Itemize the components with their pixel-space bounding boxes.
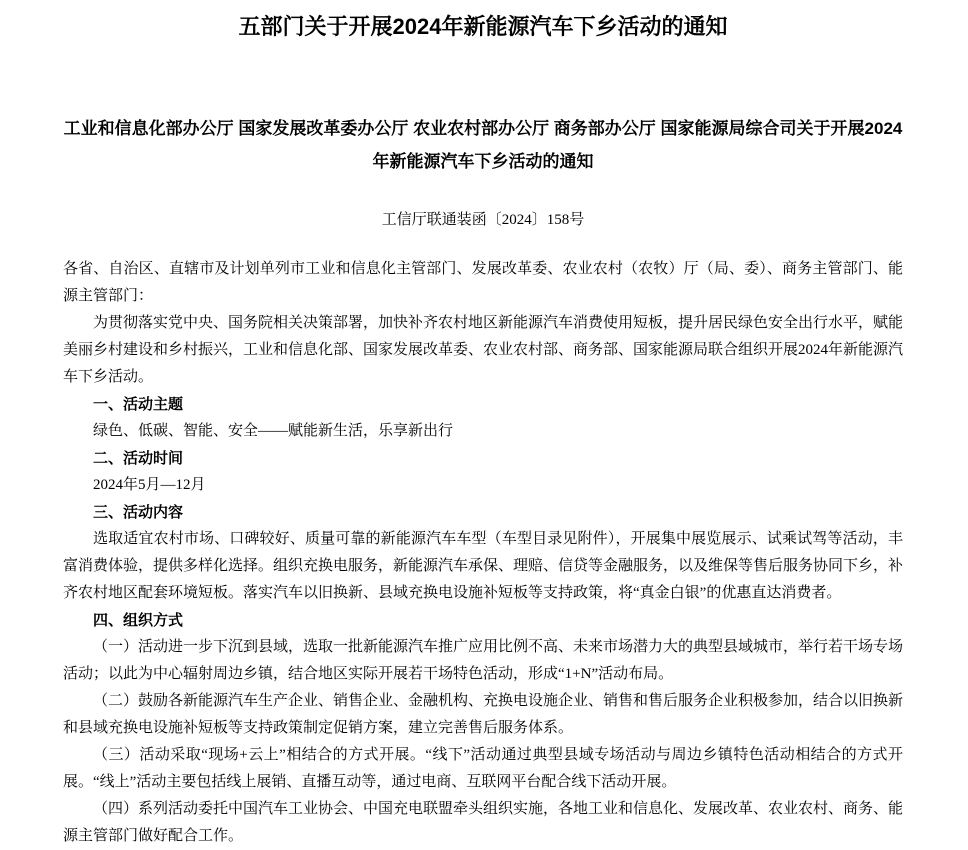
section-heading-activity-theme: 一、活动主题: [93, 396, 184, 413]
document-number: 工信厅联通装函〔2024〕158号: [381, 212, 585, 228]
section-paragraph-activity-time: 2024年5月—12月: [93, 477, 206, 493]
document-body: [63, 256, 903, 850]
section-paragraph-organization-2: （二）鼓励各新能源汽车生产企业、销售企业、金融机构、充换电设施企业、销售和售后服务企业积极参加，结合以旧换新和县域充换电设施补短板等支持政策制定促销方案，建立完善售后服务体系。: [63, 693, 904, 736]
section-paragraph-organization-1: （一）活动进一步下沉到县域，选取一批新能源汽车推广应用比例不高、未来市场潜力大的典型县域城市，举行若干场专场活动；以此为中心辐射周边乡镇，结合地区实际开展若干场特色活动，形成“1+N”活动布局。: [63, 639, 904, 682]
section-heading-organization-method: 四、组织方式: [93, 612, 184, 629]
section-heading-activity-time: 二、活动时间: [93, 450, 184, 467]
intro-paragraph: 为贯彻落实党中央、国务院相关决策部署，加快补齐农村地区新能源汽车消费使用短板，提升居民绿色安全出行水平，赋能美丽乡村建设和乡村振兴，工业和信息化部、国家发展改革委、农业农村部、商务部、国家能源局联合组织开展2024年新能源汽车下乡活动。: [63, 315, 904, 385]
document-subtitle: 工业和信息化部办公厅 国家发展改革委办公厅 农业农村部办公厅 商务部办公厅 国家能源局综合司关于开展2024年新能源汽车下乡活动的通知: [63, 119, 903, 171]
section-heading-activity-content: 三、活动内容: [93, 504, 184, 521]
salutation-paragraph: 各省、自治区、直辖市及计划单列市工业和信息化主管部门、发展改革委、农业农村（农牧）厅（局、委）、商务主管部门、能源主管部门：: [63, 261, 903, 304]
section-paragraph-organization-4: （四）系列活动委托中国汽车工业协会、中国充电联盟牵头组织实施，各地工业和信息化、发展改革、农业农村、商务、能源主管部门做好配合工作。: [63, 801, 904, 844]
section-paragraph-activity-theme: 绿色、低碳、智能、安全——赋能新生活，乐享新出行: [93, 423, 454, 439]
section-paragraph-organization-3: （三）活动采取“现场+云上”相结合的方式开展。“线下”活动通过典型县域专场活动与周边乡镇特色活动相结合的方式开展。“线上”活动主要包括线上展销、直播互动等，通过电商、互联网平台配合线下活动开展。: [63, 747, 903, 790]
section-paragraph-activity-content: 选取适宜农村市场、口碑较好、质量可靠的新能源汽车车型（车型目录见附件），开展集中展览展示、试乘试驾等活动，丰富消费体验，提供多样化选择。组织充换电服务，新能源汽车承保、理赔、信贷等金融服务，以及维保等售后服务协同下乡，补齐农村地区配套环境短板。落实汽车以旧换新、县域充换电设施补短板等支持政策，将“真金白银”的优惠直达消费者。: [63, 531, 904, 601]
document-title: 五部门关于开展2024年新能源汽车下乡活动的通知: [238, 14, 728, 39]
